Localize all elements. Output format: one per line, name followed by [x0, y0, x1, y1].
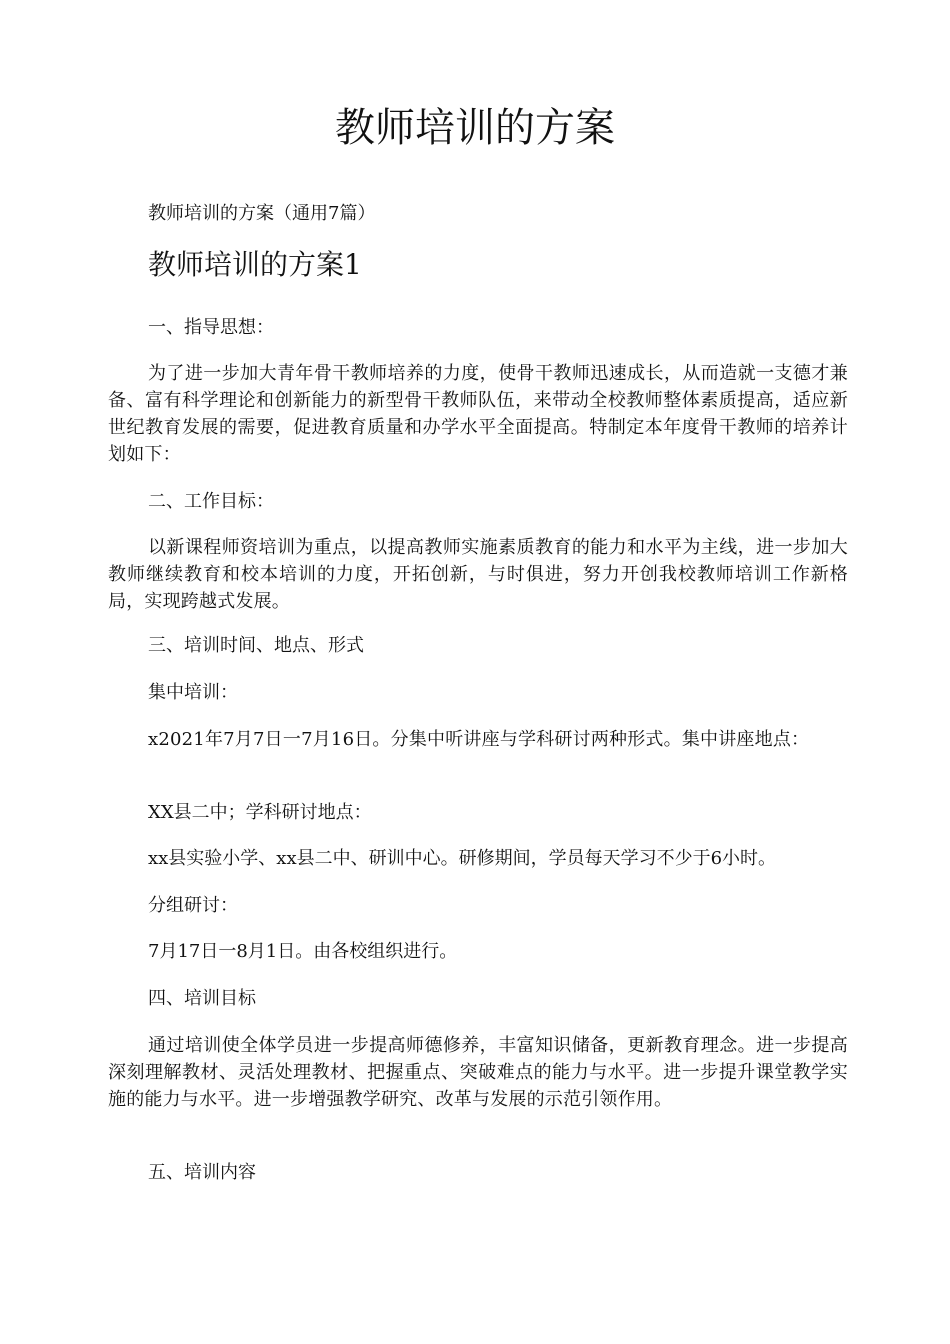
paragraph-centralized-training: x2021年7月7日一7月16日。分集中听讲座与学科研讨两种形式。集中讲座地点：	[148, 729, 810, 750]
heading-group-discussion: 分组研讨：	[148, 895, 238, 916]
document-subtitle: 教师培训的方案（通用7篇）	[148, 203, 376, 224]
heading-work-goal: 二、工作目标：	[148, 491, 274, 512]
section-title: 教师培训的方案1	[148, 248, 362, 281]
line-study-locations: xx县实验小学、xx县二中、研训中心。研修期间，学员每天学习不少于6小时。	[148, 848, 777, 869]
paragraph-guiding-thought: 为了进一步加大青年骨干教师培养的力度，使骨干教师迅速成长，从而造就一支德才兼备、富有科学理论和创新能力的新型骨干教师队伍，来带动全校教师整体素质提高，适应新世纪教育发展的需要，促进教育质量和办学水平全面提高。特制定本年度骨干教师的培养计划如下：	[108, 363, 848, 465]
heading-training-time-place: 三、培训时间、地点、形式	[148, 635, 364, 656]
paragraph-training-goal: 通过培训使全体学员进一步提高师德修养，丰富知识储备，更新教育理念。进一步提高深刻理解教材、灵活处理教材、把握重点、突破难点的能力与水平。进一步提升课堂教学实施的能力与水平。进一步增强教学研究、改革与发展的示范引领作用。	[108, 1035, 848, 1110]
heading-training-goal: 四、培训目标	[148, 988, 256, 1009]
line-county-school: XX县二中；学科研讨地点：	[148, 802, 372, 823]
paragraph-work-goal: 以新课程师资培训为重点，以提高教师实施素质教育的能力和水平为主线，进一步加大教师继续教育和校本培训的力度，开拓创新，与时俱进，努力开创我校教师培训工作新格局，实现跨越式发展。	[108, 537, 848, 612]
line-group-discussion-dates: 7月17日一8月1日。由各校组织进行。	[148, 941, 458, 962]
document-title: 教师培训的方案	[335, 105, 615, 151]
heading-training-content: 五、培训内容	[148, 1162, 256, 1183]
heading-centralized-training: 集中培训：	[148, 682, 238, 703]
heading-guiding-thought: 一、指导思想：	[148, 317, 274, 338]
